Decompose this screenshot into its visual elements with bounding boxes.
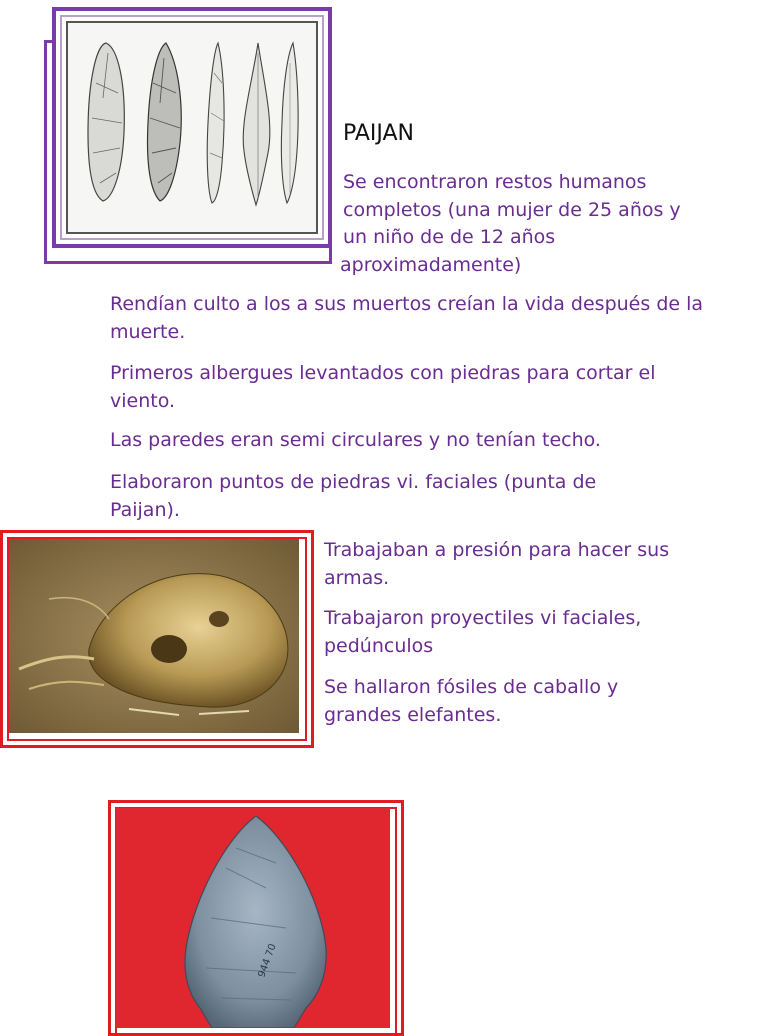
side-paragraph-presion: Trabajaban a presión para hacer sus armas. bbox=[324, 539, 670, 589]
paragraph-culto: Rendían culto a los a sus muertos creían la vida después de la muerte. bbox=[110, 293, 704, 343]
skull-svg bbox=[9, 539, 299, 733]
svg-text:944 70: 944 70 bbox=[256, 942, 279, 980]
intro-line-3: un niño de de 12 años bbox=[343, 226, 556, 248]
stone-tools-image bbox=[52, 7, 332, 248]
intro-line-2: completos (una mujer de 25 años y bbox=[343, 199, 681, 221]
paragraph-albergues: Primeros albergues levantados con piedras para cortar el viento. bbox=[110, 362, 656, 412]
skull-image bbox=[9, 539, 305, 739]
side-paragraph-proyectiles: Trabajaron proyectiles vi faciales, pedúnculos bbox=[324, 607, 642, 657]
intro-line-4: aproximadamente) bbox=[340, 254, 522, 276]
stone-tools-svg bbox=[68, 23, 304, 220]
projectile-point-photo bbox=[108, 800, 404, 1036]
projectile-point-image bbox=[116, 808, 396, 1033]
side-paragraph-fosiles: Se hallaron fósiles de caballo y grandes elefantes. bbox=[324, 676, 619, 726]
intro-line-1: Se encontraron restos humanos bbox=[343, 171, 647, 193]
paragraph-paredes: Las paredes eran semi circulares y no tenían techo. bbox=[110, 429, 601, 451]
skull-photo bbox=[0, 530, 314, 748]
tools-drawing bbox=[66, 21, 318, 234]
projectile-point-svg bbox=[116, 808, 390, 1028]
paragraph-puntas: Elaboraron puntos de piedras vi. faciales (punta de Paijan). bbox=[110, 471, 597, 521]
page-title: PAIJAN bbox=[343, 121, 415, 146]
